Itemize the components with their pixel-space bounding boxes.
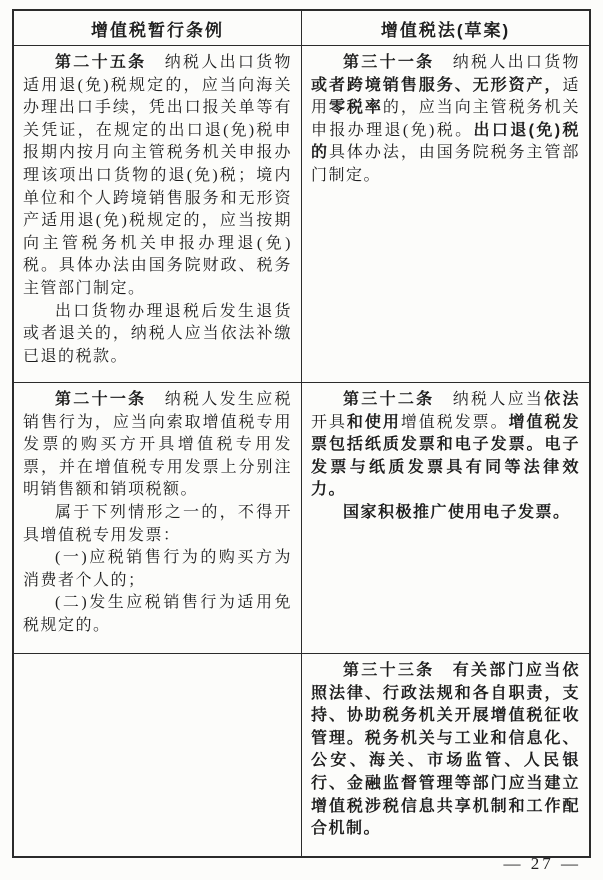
paragraph: 出口货物办理退税后发生退货或者退关的，纳税人应当依法补缴已退的税款。 (23, 302, 292, 365)
header-interim-regulations: 增值税暂行条例 (13, 10, 302, 46)
cell-draft-article-31 (302, 46, 591, 383)
cell-draft-article-33 (302, 654, 591, 858)
cell-regulation-empty (13, 654, 302, 858)
page-number: — 27 — (503, 854, 581, 873)
paragraph: 第三十一条 纳税人出口货物或者跨境销售服务、无形资产，适用零税率的，应当向主管税务机关申报办理退(免)税。出口退(免)税的具体办法，由国务院税务主管部门制定。 (311, 54, 580, 184)
header-draft-law: 增值税法(草案) (302, 10, 591, 46)
table-row-information-sharing (13, 654, 590, 858)
paragraph: 第二十一条 纳税人发生应税销售行为，应当向索取增值税专用发票的购买方开具增值税专用发票，并在增值税专用发票上分别注明销售额和销项税额。 (23, 391, 292, 499)
paragraph: 属于下列情形之一的，不得开具增值税专用发票： (23, 503, 292, 544)
cell-draft-article-32 (302, 383, 591, 654)
paragraph: 国家积极推广使用电子发票。 (343, 503, 571, 521)
paragraph: 第三十三条 有关部门应当依照法律、行政法规和各自职责，支持、协助税务机关开展增值税征收管理。税务机关与工业和信息化、公安、海关、市场监管、人民银行、金融监督管理等部门应当建立增值税涉税信息共享机制和工作配合机制。 (311, 662, 580, 838)
cell-regulation-article-21 (13, 383, 302, 654)
table-row-invoices (13, 383, 590, 654)
cell-regulation-article-25 (13, 46, 302, 383)
table-header-row (13, 10, 590, 46)
table-row-export-refund (13, 46, 590, 383)
paragraph: (一)应税销售行为的购买方为消费者个人的； (23, 549, 292, 589)
paragraph: (二)发生应税销售行为适用免税规定的。 (23, 594, 292, 634)
paragraph: 第二十五条 纳税人出口货物适用退(免)税规定的，应当向海关办理出口手续，凭出口报关单等有关凭证，在规定的出口退(免)税申报期内按月向主管税务机关申报办理该项出口货物的退(免)税；境内单位和个人跨境销售服务和无形资产适用退(免)税规定的，应当按期向主管税务机关申报办理退(免)税。具体办法由国务院财政、税务主管部门制定。 (23, 54, 292, 297)
law-comparison-table (12, 9, 591, 858)
paragraph: 第三十二条 纳税人应当依法开具和使用增值税发票。增值税发票包括纸质发票和电子发票。电子发票与纸质发票具有同等法律效力。 (311, 391, 580, 499)
